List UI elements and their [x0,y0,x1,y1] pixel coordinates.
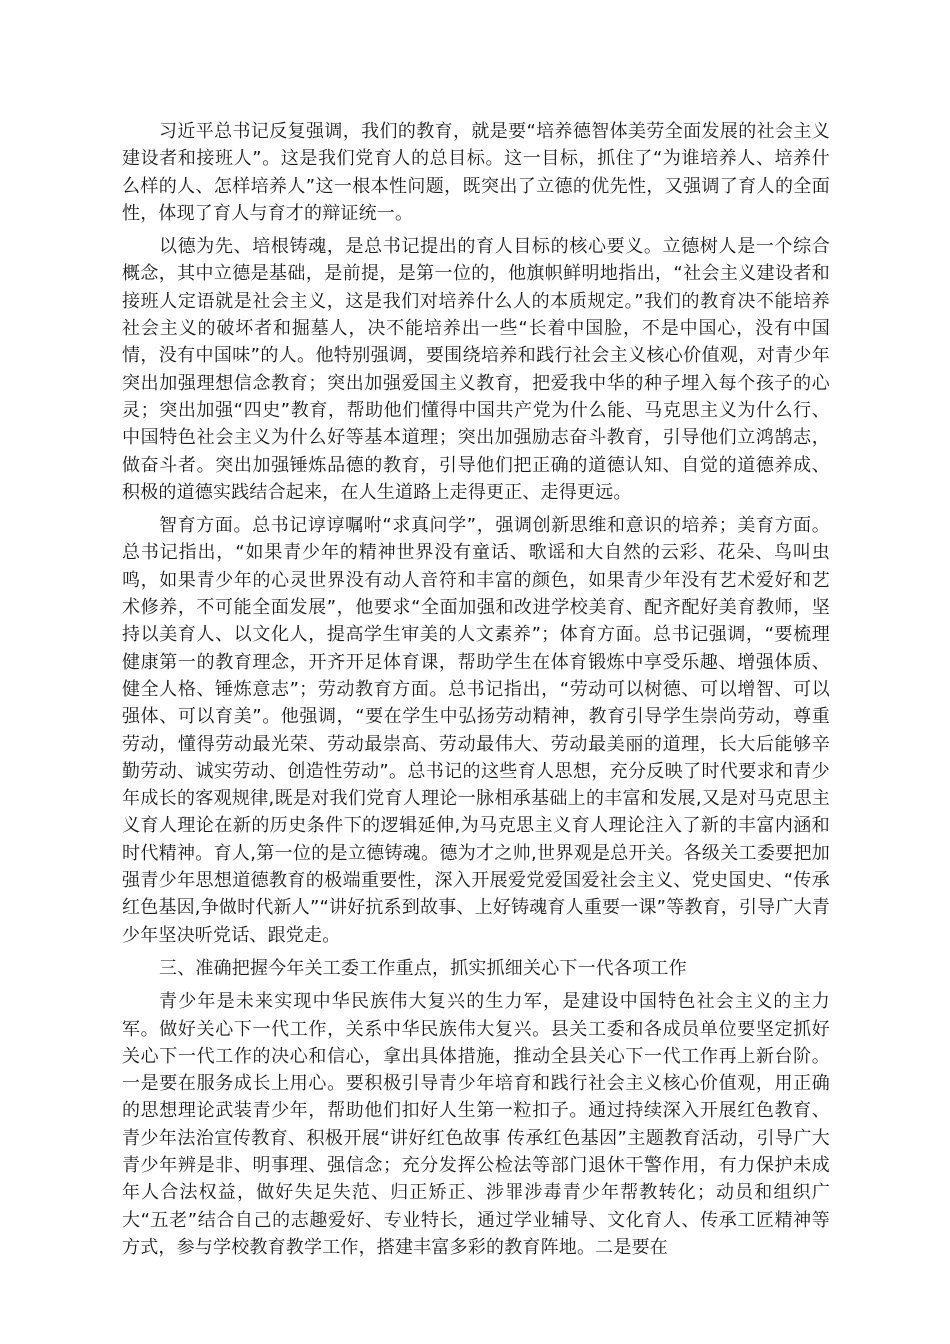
document-body [122,118,830,1261]
section-heading: 三、准确把握今年关工委工作重点，抓实抓细关心下一代各项工作 [159,957,687,979]
paragraph-education-goal: 习近平总书记反复强调，我们的教育，就是要“培养德智体美劳全面发展的社会主义建设者和接班人”。这是我们党育人的总目标。这一目标，抓住了“为谁培养人、培养什么样的人、怎样培养人”这一根本性问题，既突出了立德的优先性，又强调了育人的全面性，体现了育人与育才的辩证统一。 [122,121,830,224]
paragraph-work-priorities: 青少年是未来实现中华民族伟大复兴的生力军，是建设中国特色社会主义的主力军。做好关心下一代工作，关系中华民族伟大复兴。县关工委和各成员单位要坚定抓好关心下一代工作的决心和信心，拿出具体措施，推动全县关心下一代工作再上新台阶。一是要在服务成长上用心。要积极引导青少年培育和践行社会主义核心价值观，用正确的思想理论武装青少年，帮助他们扣好人生第一粒扣子。通过持续深入开展红色教育、青少年法治宣传教育、积极开展“讲好红色故事 传承红色基因”主题教育活动，引导广大青少年辨是非、明事理、强信念；充分发挥公检法等部门退休干警作用，有力保护未成年人合法权益，做好失足失范、归正矫正、涉罪涉毒青少年帮教转化；动员和组织广大“五老”结合自己的志趣爱好、专业特长，通过学业辅导、文化育人、传承工匠精神等方式，参与学校教育教学工作，搭建丰富多彩的教育阵地。二是要在 [122,991,830,1258]
paragraph-moral-education: 以德为先、培根铸魂，是总书记提出的育人目标的核心要义。立德树人是一个综合概念，其中立德是基础，是前提，是第一位的，他旗帜鲜明地指出，“社会主义建设者和接班人定语就是社会主义，这是我们对培养什么人的本质规定。”我们的教育决不能培养社会主义的破坏者和掘墓人，决不能培养出一些“长着中国脸，不是中国心，没有中国情，没有中国味”的人。他特别强调，要围绕培养和践行社会主义核心价值观，对青少年突出加强理想信念教育；突出加强爱国主义教育，把爱我中华的种子埋入每个孩子的心灵；突出加强“四史”教育，帮助他们懂得中国共产党为什么能、马克思主义为什么行、中国特色社会主义为什么好等基本道理；突出加强励志奋斗教育，引导他们立鸿鹄志，做奋斗者。突出加强锤炼品德的教育，引导他们把正确的道德认知、自觉的道德养成、积极的道德实践结合起来，在人生道路上走得更正、走得更远。 [122,236,830,503]
paragraph-all-round-education: 智育方面。总书记谆谆嘱咐“求真问学”，强调创新思维和意识的培养；美育方面。总书记指出，“如果青少年的精神世界没有童话、歌谣和大自然的云彩、花朵、鸟叫虫鸣，如果青少年的心灵世界没有动人音符和丰富的颜色，如果青少年没有艺术爱好和艺术修养，不可能全面发展”，他要求“全面加强和改进学校美育、配齐配好美育教师，坚持以美育人、以文化人，提高学生审美的人文素养”；体育方面。总书记强调，“要梳理健康第一的教育理念，开齐开足体育课，帮助学生在体育锻炼中享受乐趣、增强体质、健全人格、锤炼意志”；劳动教育方面。总书记指出，“劳动可以树德、可以增智、可以强体、可以育美”。他强调，“要在学生中弘扬劳动精神，教育引导学生崇尚劳动，尊重劳动，懂得劳动最光荣、劳动最崇高、劳动最伟大、劳动最美丽的道理，长大后能够辛勤劳动、诚实劳动、创造性劳动”。总书记的这些育人思想，充分反映了时代要求和青少年成长的客观规律,既是对我们党育人理论一脉相承基础上的丰富和发展,又是对马克思主义育人理论在新的历史条件下的逻辑延伸,为马克思主义育人理论注入了新的丰富内涵和时代精神。育人,第一位的是立德铸魂。德为才之帅,世界观是总开关。各级关工委要把加强青少年思想道德教育的极端重要性，深入开展爱党爱国爱社会主义、党史国史、“传承红色基因,争做时代新人”“讲好抗系到故事、上好铸魂育人重要一课”等教育，引导广大青少年坚决听党话、跟党走。 [122,515,830,946]
